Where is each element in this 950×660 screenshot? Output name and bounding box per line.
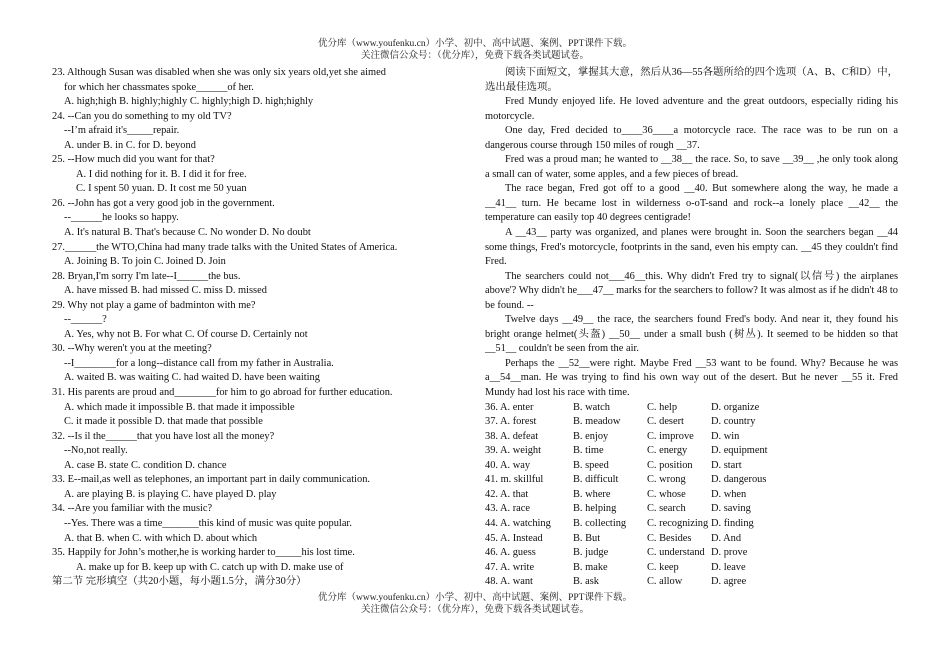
question-line: 24. --Can you do something to my old TV? [52,110,232,122]
question-line: 第二节 完形填空（共20小题，每小题1.5分，满分30分） [52,576,307,588]
question-line: for which her chassmates spoke______of her. [64,81,254,93]
answer-option: 44. A. watching [485,517,551,529]
question-line: 35. Happily for John’s mother,he is working harder to_____his lost time. [52,547,355,559]
answer-option: D. leave [711,561,746,573]
passage-paragraph: Fred Mundy enjoyed life. He loved adventure and the great outdoors, especially riding his motorcycle. [485,96,898,122]
left-column-questions [52,66,430,590]
answer-row [485,488,898,503]
question-line: A. are playing B. is playing C. have played D. play [64,488,277,500]
question-line: 31. His parents are proud and________for him to go abroad for further education. [52,387,393,399]
cloze-answer-options [485,401,898,590]
answer-option: B. enjoy [573,430,609,442]
answer-option: B. watch [573,401,610,413]
answer-option: 36. A. enter [485,401,534,413]
answer-option: 43. A. race [485,503,531,515]
answer-option: 46. A. guess [485,547,536,559]
answer-row [485,532,898,547]
answer-option: D. start [711,459,742,471]
question-line: A. have missed B. had missed C. miss D. missed [64,285,267,297]
answer-option: C. whose [647,488,686,500]
answer-option: D. country [711,416,756,428]
question-line: A. Joining B. To join C. Joined D. Join [64,256,226,268]
answer-option: C. help [647,401,678,413]
answer-option: 39. A. weight [485,445,541,457]
answer-row [485,546,898,561]
question-line: --No,not really. [64,445,128,457]
footer-line-1: 优分库（www.youfenku.cn）小学、初中、高中试题、案例、PPT课件下载。 [318,593,632,603]
answer-option: B. time [573,445,604,457]
answer-option: B. where [573,488,611,500]
answer-option: D. saving [711,503,751,515]
question-line: 33. E--mail,as well as telephones, an important part in daily communication. [52,474,370,486]
answer-option: B. speed [573,459,609,471]
answer-option: C. position [647,459,693,471]
question-line: 29. Why not play a game of badminton with me? [52,299,256,311]
question-line: A. which made it impossible B. that made it impossible [64,401,295,413]
answer-option: D. agree [711,576,747,588]
answer-option: C. energy [647,445,688,457]
question-line: A. Yes, why not B. For what C. Of course D. Certainly not [64,328,308,340]
passage-paragraph: One day, Fred decided to____36____a motorcycle race. The race was to be run on a dangerous course through 150 miles of rough __37. [485,125,898,151]
answer-option: B. ask [573,576,599,588]
question-line: 23. Although Susan was disabled when she was only six years old,yet she aimed [52,67,386,78]
question-line: A. that B. when C. with which D. about which [64,532,258,544]
question-line: 27.______the WTO,China had many trade talks with the United States of America. [52,241,398,253]
passage-paragraph: Fred was a proud man; he wanted to __38__ the race. So, to save __39__ ,he only took along a small can of water, some apples, and a few pieces of bread. [485,154,898,180]
question-line: A. high;high B. highly;highly C. highly;high D. high;highly [64,96,314,108]
answer-option: C. search [647,503,686,515]
question-line: --I________for a long--distance call from my father in Australia. [64,357,334,369]
question-line: --Yes. There was a time_______this kind of music was quite popular. [64,517,352,529]
answer-row [485,430,898,445]
answer-row [485,575,898,590]
answer-option: D. dangerous [711,474,767,486]
answer-option: B. helping [573,503,617,515]
question-line: --I’m afraid it's_____repair. [64,125,180,137]
passage-paragraph: The searchers could not___46__this. Why didn't Fred try to signal(以信号) the airplanes above'? Why didn't he___47__ marks for the searchers to follow? It was almost as if he didn't 48 to be found. -- [485,270,898,311]
answer-option: 41. m. skillful [485,474,544,486]
answer-row [485,401,898,416]
answer-row [485,502,898,517]
footer-line-2: 关注微信公众号：（优分库），免费下载各类试题试卷。 [360,605,589,615]
question-line: 32. --Is il the______that you have lost all the money? [52,430,275,442]
answer-option: C. wrong [647,474,686,486]
answer-row [485,561,898,576]
page-header [0,38,950,62]
answer-option: C. desert [647,416,684,428]
answer-option: 40. A. way [485,459,531,471]
answer-option: C. recognizing [647,517,709,529]
passage-paragraph: The race began, Fred got off to a good __40. But somewhere along the way, he made a __41__ turn. He became lost in wilderness o-oT-sand and rock--a lonely place __42__ the temperature can easily top 40 degrees centigrade! [485,183,898,224]
question-line: A. I did nothing for it. B. I did it for free. [76,168,247,180]
answer-option: B. meadow [573,416,621,428]
answer-option: B. But [573,532,601,544]
question-line: 30. --Why weren't you at the meeting? [52,343,212,355]
answer-option: 47. A. write [485,561,535,573]
answer-option: B. make [573,561,608,573]
question-line: C. it made it possible D. that made that possible [64,416,263,428]
question-line: 25. --How much did you want for that? [52,154,215,166]
question-line: A. waited B. was waiting C. had waited D. have been waiting [64,372,320,384]
answer-option: B. judge [573,547,609,559]
passage-paragraph: A __43__ party was organized, and planes were brought in. Soon the searchers began __44 some things, Fred's motorcycle, footprints in the sand, even his empty can. __45 they couldn't find Fred. [485,227,898,268]
question-line: A. under B. in C. for D. beyond [64,139,196,151]
answer-option: D. organize [711,401,760,413]
answer-option: D. when [711,488,747,500]
answer-row [485,517,898,532]
answer-option: 45. A. Instead [485,532,543,544]
answer-option: D. And [711,532,742,544]
answer-option: C. improve [647,430,694,442]
header-line-2: 关注微信公众号：（优分库），免费下载各类试题试卷。 [360,51,589,61]
answer-option: D. win [711,430,740,442]
question-line: --______he looks so happy. [64,212,179,224]
answer-option: 38. A. defeat [485,430,539,442]
answer-option: 48. A. want [485,576,533,588]
header-line-1: 优分库（www.youfenku.cn）小学、初中、高中试题、案例、PPT课件下载。 [318,39,632,49]
answer-row [485,444,898,459]
answer-option: B. collecting [573,517,627,529]
answer-option: D. equipment [711,445,768,457]
passage-paragraph: Twelve days __49__ the race, the searchers found Fred's body. And near it, they found his bright orange helmet(头盔) __50__ under a small bush (树丛). It seemed to be hidden so that __51__ couldn't be seen from the air. [485,314,898,355]
answer-option: 37. A. forest [485,416,537,428]
page-footer [0,592,950,616]
question-line: 26. --John has got a very good job in the government. [52,197,275,209]
question-line: --______? [64,314,107,326]
answer-row [485,459,898,474]
answer-option: C. Besides [647,532,692,544]
answer-option: D. finding [711,517,754,529]
question-line: C. I spent 50 yuan. D. It cost me 50 yuan [76,183,247,195]
question-line: A. case B. state C. condition D. chance [64,459,227,471]
answer-option: 42. A. that [485,488,529,500]
answer-option: C. keep [647,561,679,573]
answer-option: C. understand [647,547,705,559]
passage-paragraph: 阅读下面短文，掌握其大意，然后从36—55各题所给的四个选项（A、B、C和D）中，选出最佳选项。 [485,67,898,93]
question-line: A. make up for B. keep up with C. catch up with D. make use of [76,561,344,573]
answer-row [485,415,898,430]
answer-option: B. difficult [573,474,619,486]
passage-paragraph: Perhaps the __52__were right. Maybe Fred __53 want to be found. Why? Because he was a__54__man. He was trying to find his own way out of the desert. But he never __55 it. Fred Mundy had lost his race with time. [485,357,898,399]
right-column-cloze [485,66,898,590]
question-line: 28. Bryan,I'm sorry I'm late--I______the bus. [52,270,241,282]
answer-option: C. allow [647,576,683,588]
answer-option: D. prove [711,547,748,559]
question-line: 34. --Are you familiar with the music? [52,503,213,515]
question-line: A. It's natural B. That's because C. No wonder D. No doubt [64,227,311,239]
answer-row [485,473,898,488]
cloze-passage [485,66,898,401]
